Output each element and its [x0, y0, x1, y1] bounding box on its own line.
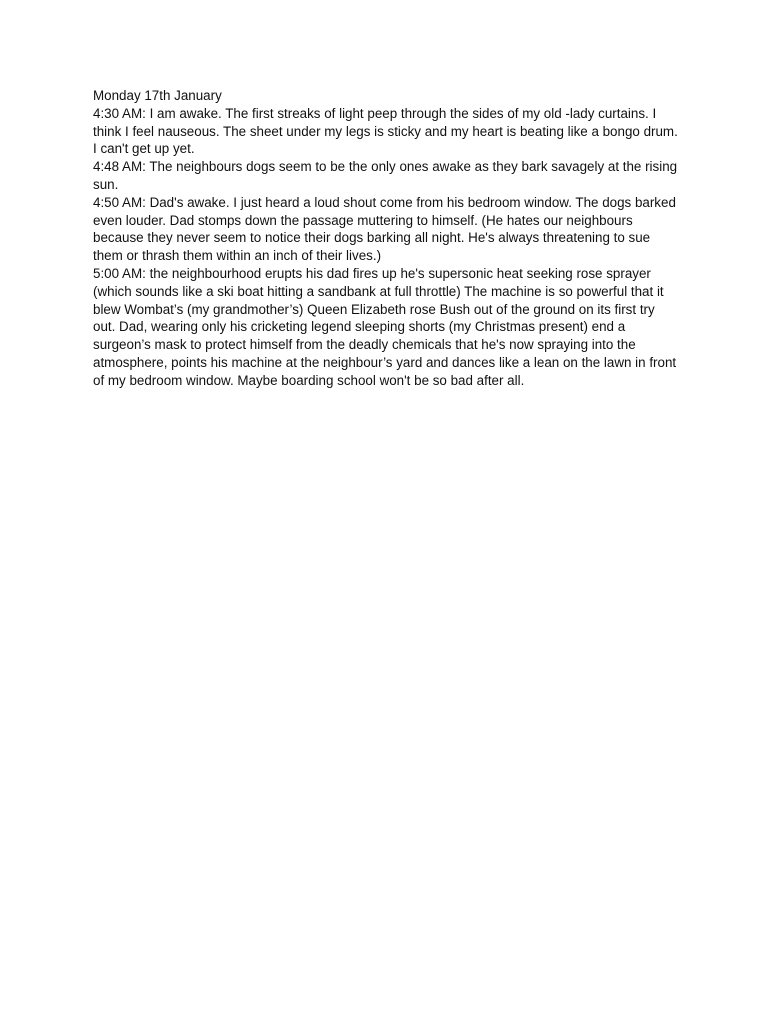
diary-entry-0450: 4:50 AM: Dad's awake. I just heard a loud shout come from his bedroom window. The dogs barked even louder. Dad stomps down the passage muttering to himself. (He hates our neighbours because they never seem to notice their dogs barking all night. He's always threatening to sue them or thrash them within an inch of their lives.)	[93, 194, 676, 264]
diary-entry-0500: 5:00 AM: the neighbourhood erupts his dad fires up he's supersonic heat seeking rose sprayer (which sounds like a ski boat hitting a sandbank at full throttle) The machine is so powerful that it blew Wombat’s (my grandmother’s) Queen Elizabeth rose Bush out of the ground on its first try out. Dad, wearing only his cricketing legend sleeping shorts (my Christmas present) end a surgeon’s mask to protect himself from the deadly chemicals that he's now spraying into the atmosphere, points his machine at the neighbour’s yard and dances like a lean on the lawn in front of my bedroom window. Maybe boarding school won't be so bad after all.	[93, 265, 677, 388]
diary-entry-0430: 4:30 AM: I am awake. The first streaks of light peep through the sides of my old -lady curtains. I think I feel nauseous. The sheet under my legs is sticky and my heart is beating like a bongo drum. I can't get up yet.	[93, 105, 678, 157]
date-heading: Monday 17th January	[93, 88, 222, 103]
diary-entry-0448: 4:48 AM: The neighbours dogs seem to be the only ones awake as they bark savagely at the rising sun.	[93, 159, 678, 192]
document-body	[93, 87, 678, 390]
